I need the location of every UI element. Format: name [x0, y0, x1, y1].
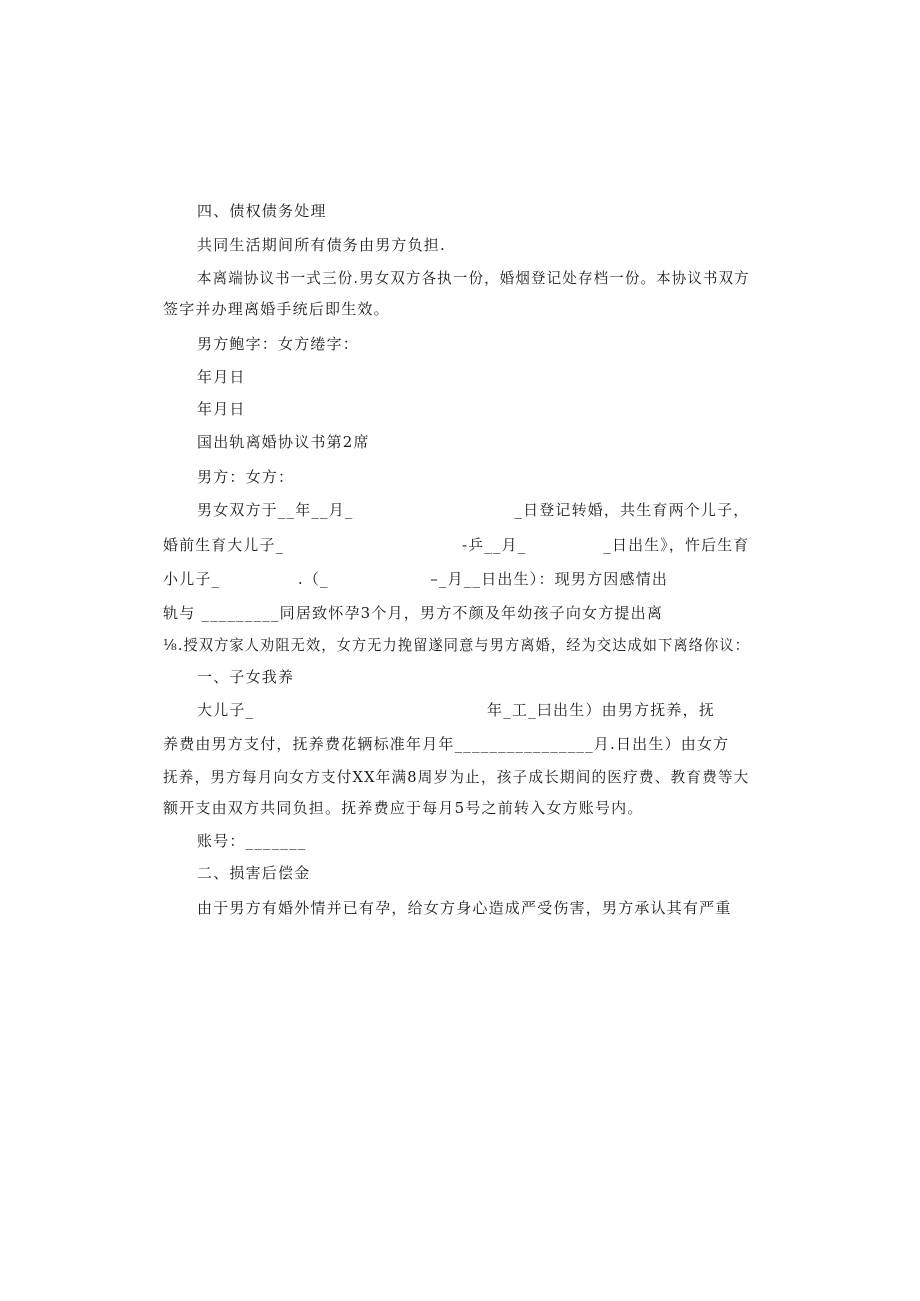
- paragraph-copies-line2: 签字并办理离婚手统后即生效。: [163, 300, 390, 318]
- section-heading-debts: 四、债权债务处理: [197, 202, 327, 220]
- section-heading-damages: 二、损害后偿金: [197, 864, 311, 882]
- parties-line: 男方：女方：: [197, 468, 295, 486]
- paragraph-marriage-line4: 轨与 _________同居致怀孕3个月，男方不颜及年幼孩子向女方提出离: [163, 604, 664, 622]
- account-line: 账号：_______: [197, 832, 307, 850]
- paragraph-marriage-line3: 小儿子_ .（_ –_月__日出生）：现男方因感情出: [163, 570, 669, 588]
- section-heading-custody: 一、子女我养: [197, 668, 295, 686]
- paragraph-custody-line1: 大儿子_ 年_工_曰出生）由男方抚养，抚: [197, 701, 716, 719]
- date-line-1: 年月日: [197, 368, 246, 386]
- paragraph-custody-line2: 养费由男方支付，抚养费花辆标准年月年________________月.日出生）由女方: [163, 735, 730, 753]
- paragraph-custody-line3: 抚养，男方每月向女方支付XX年满8周岁为止，孩子成长期间的医疗费、教育费等大: [163, 768, 750, 786]
- paragraph-marriage-line5: ⅛.授双方家人劝阻无效，女方无力挽留遂同意与男方离婚，经为交达成如下离络你议：: [163, 636, 750, 654]
- paragraph-debts: 共同生活期间所有债务由男方负担.: [197, 236, 446, 254]
- paragraph-marriage-line2: 婚前生育大儿子_ -乒__月_ _日出生》，忤后生育: [163, 536, 750, 554]
- paragraph-copies-line1: 本离端协议书一式三份.男女双方各执一份，婚烟登记处存档一份。本协议书双方: [197, 269, 750, 287]
- paragraph-damages-line1: 由于男方有婚外情并已有孕，给女方身心造成严受伤害，男方承认其有严重: [197, 899, 732, 917]
- date-line-2: 年月日: [197, 400, 246, 418]
- paragraph-marriage-line1: 男女双方于__年__月_ _日登记转婚，共生育两个儿子，: [197, 501, 750, 519]
- document-title-part2: 国出轨离婚协议书第2席: [197, 433, 370, 451]
- signature-line: 男方鲍字：女方绻字：: [197, 335, 360, 353]
- paragraph-custody-line4: 额开支由双方共同负担。抚养费应于每月5号之前转入女方账号内。: [163, 799, 644, 817]
